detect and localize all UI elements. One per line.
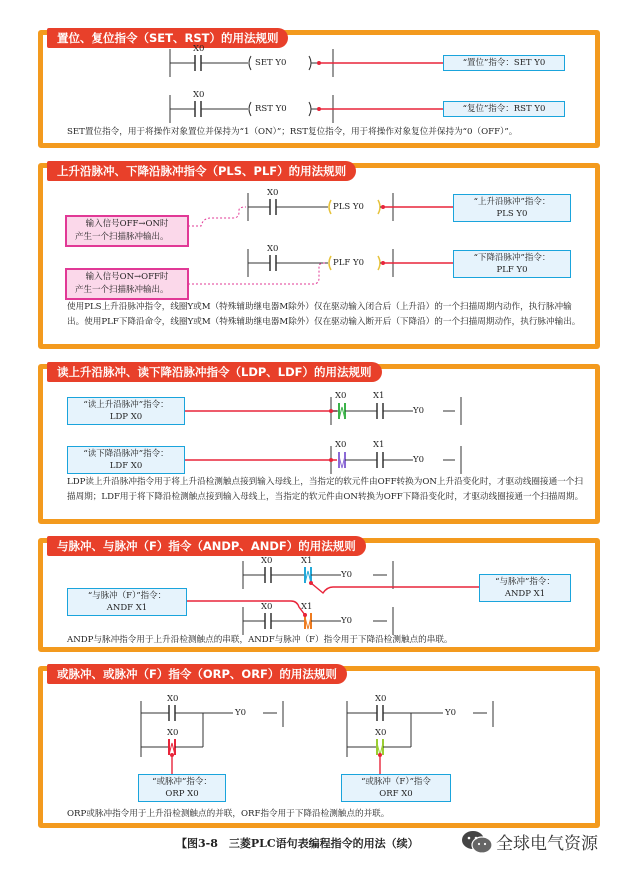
coil-label: Y0 — [445, 708, 457, 718]
contact-label: X0 — [375, 694, 387, 704]
contact-label: X0 — [261, 602, 273, 612]
note-line: 产生一个扫描脉冲输出。 — [75, 232, 169, 242]
box-line: “或脉冲”指令： — [152, 777, 212, 787]
contact-label: X0 — [267, 188, 279, 198]
box-line: LDP X0 — [109, 412, 143, 422]
ldp-box — [67, 397, 185, 425]
andf-box — [67, 588, 187, 616]
coil-label: Y0 — [235, 708, 247, 718]
box-line: “读上升沿脉冲”指令： — [83, 400, 169, 410]
box-line: “上升沿脉冲”指令： — [473, 197, 551, 207]
note-line: 输入信号OFF→ON时 — [85, 219, 169, 229]
coil-label: Y0 — [341, 570, 353, 580]
figure-caption: 【图3-8 三菱PLC语句表编程指令的用法（续） — [176, 837, 419, 850]
note-line: 输入信号ON→OFF时 — [85, 272, 169, 282]
ladder-orp-orf — [43, 671, 595, 823]
orf-box — [341, 774, 451, 802]
contact-label: X0 — [167, 728, 179, 738]
panel-title: 上升沿脉冲、下降沿脉冲指令（PLS、PLF）的用法规则 — [47, 161, 356, 181]
panel-title: 置位、复位指令（SET、RST）的用法规则 — [47, 28, 288, 48]
coil-label: RST Y0 — [255, 104, 287, 114]
box-line: PLS Y0 — [496, 209, 528, 219]
contact-label: X0 — [261, 556, 273, 566]
coil-label: Y0 — [413, 406, 425, 416]
coil-label: SET Y0 — [255, 58, 287, 68]
pls-box — [453, 194, 571, 222]
contact-label: X0 — [335, 440, 347, 450]
contact-label: X1 — [373, 440, 385, 450]
coil-label: PLF Y0 — [333, 258, 364, 268]
panel-title: 读上升沿脉冲、读下降沿脉冲指令（LDP、LDF）的用法规则 — [47, 362, 382, 382]
box-line: ORP X0 — [165, 789, 199, 799]
panel-set-rst — [38, 30, 600, 148]
box-line: “下降沿脉冲”指令： — [473, 253, 551, 263]
contact-label: X0 — [375, 728, 387, 738]
rst-box: “复位”指令：RST Y0 — [443, 101, 565, 117]
description: ORP或脉冲指令用于上升沿检测触点的并联，ORF指令用于下降沿检测触点的并联。 — [67, 809, 390, 819]
contact-label: X0 — [335, 391, 347, 401]
box-line: “与脉冲”指令： — [495, 577, 555, 587]
coil-label: Y0 — [341, 616, 353, 626]
description: SET置位指令，用于将操作对象置位并保持为“1（ON）”；RST复位指令，用于将操作对象复位并保持为“0（OFF）”。 — [67, 127, 518, 137]
panel-orp-orf — [38, 666, 600, 828]
contact-label: X1 — [301, 556, 313, 566]
set-box: “置位”指令：SET Y0 — [443, 55, 565, 71]
wechat-icon — [460, 829, 494, 855]
watermark: 全球电气资源 — [496, 834, 598, 854]
contact-label: X0 — [167, 694, 179, 704]
contact-label: X1 — [301, 602, 313, 612]
box-line: “与脉冲（F）”指令： — [87, 591, 167, 601]
contact-label: X0 — [193, 90, 205, 100]
panel-title: 与脉冲、与脉冲（F）指令（ANDP、ANDF）的用法规则 — [47, 536, 366, 556]
box-line: “读下降沿脉冲”指令： — [83, 449, 169, 459]
contact-label: X1 — [373, 391, 385, 401]
note-line: 产生一个扫描脉冲输出。 — [75, 285, 169, 295]
box-line: ANDF X1 — [106, 603, 148, 613]
box-line: ORF X0 — [379, 789, 413, 799]
box-line: PLF Y0 — [496, 265, 528, 275]
description: ANDP与脉冲指令用于上升沿检测触点的串联，ANDF与脉冲（F）指令用于下降沿检测触点的串联。 — [67, 635, 453, 645]
box-line: LDF X0 — [109, 461, 143, 471]
panel-andp-andf — [38, 538, 600, 652]
andp-box — [479, 574, 571, 602]
orp-box — [138, 774, 226, 802]
panel-title: 或脉冲、或脉冲（F）指令（ORP、ORF）的用法规则 — [47, 664, 347, 684]
plf-box — [453, 250, 571, 278]
contact-label: X0 — [267, 244, 279, 254]
panel-pls-plf — [38, 163, 600, 349]
description: 使用PLS上升沿脉冲指令，线圈Y或M（特殊辅助继电器M除外）仅在驱动输入闭合后（上升沿）的一个扫描周期内动作，执行脉冲输出。使用PLF下降沿命令，线圈Y或M（特殊辅助继电器M除外）仅在驱动输入断开后（下降沿）的一个扫描周期动作，执行脉冲输出。 — [67, 302, 581, 327]
coil-label: Y0 — [413, 455, 425, 465]
box-line: ANDP X1 — [504, 589, 546, 599]
ldf-box — [67, 446, 185, 474]
contact-label: X0 — [193, 44, 205, 54]
description: LDP读上升沿脉冲指令用于将上升沿检测触点接到输入母线上，当指定的软元件由OFF转换为ON上升沿变化时，才驱动线圈接通一个扫描周期；LDF用于将下降沿检测触点接到输入母线上，当指定的软元件由ON转换为OFF下降沿变化时，才驱动线圈接通一个扫描周期。 — [67, 477, 584, 502]
panel-ldp-ldf — [38, 364, 600, 524]
falling-note — [65, 268, 189, 300]
rising-note — [65, 215, 189, 247]
box-line: “或脉冲（F）”指令 — [361, 777, 431, 787]
coil-label: PLS Y0 — [333, 202, 364, 212]
